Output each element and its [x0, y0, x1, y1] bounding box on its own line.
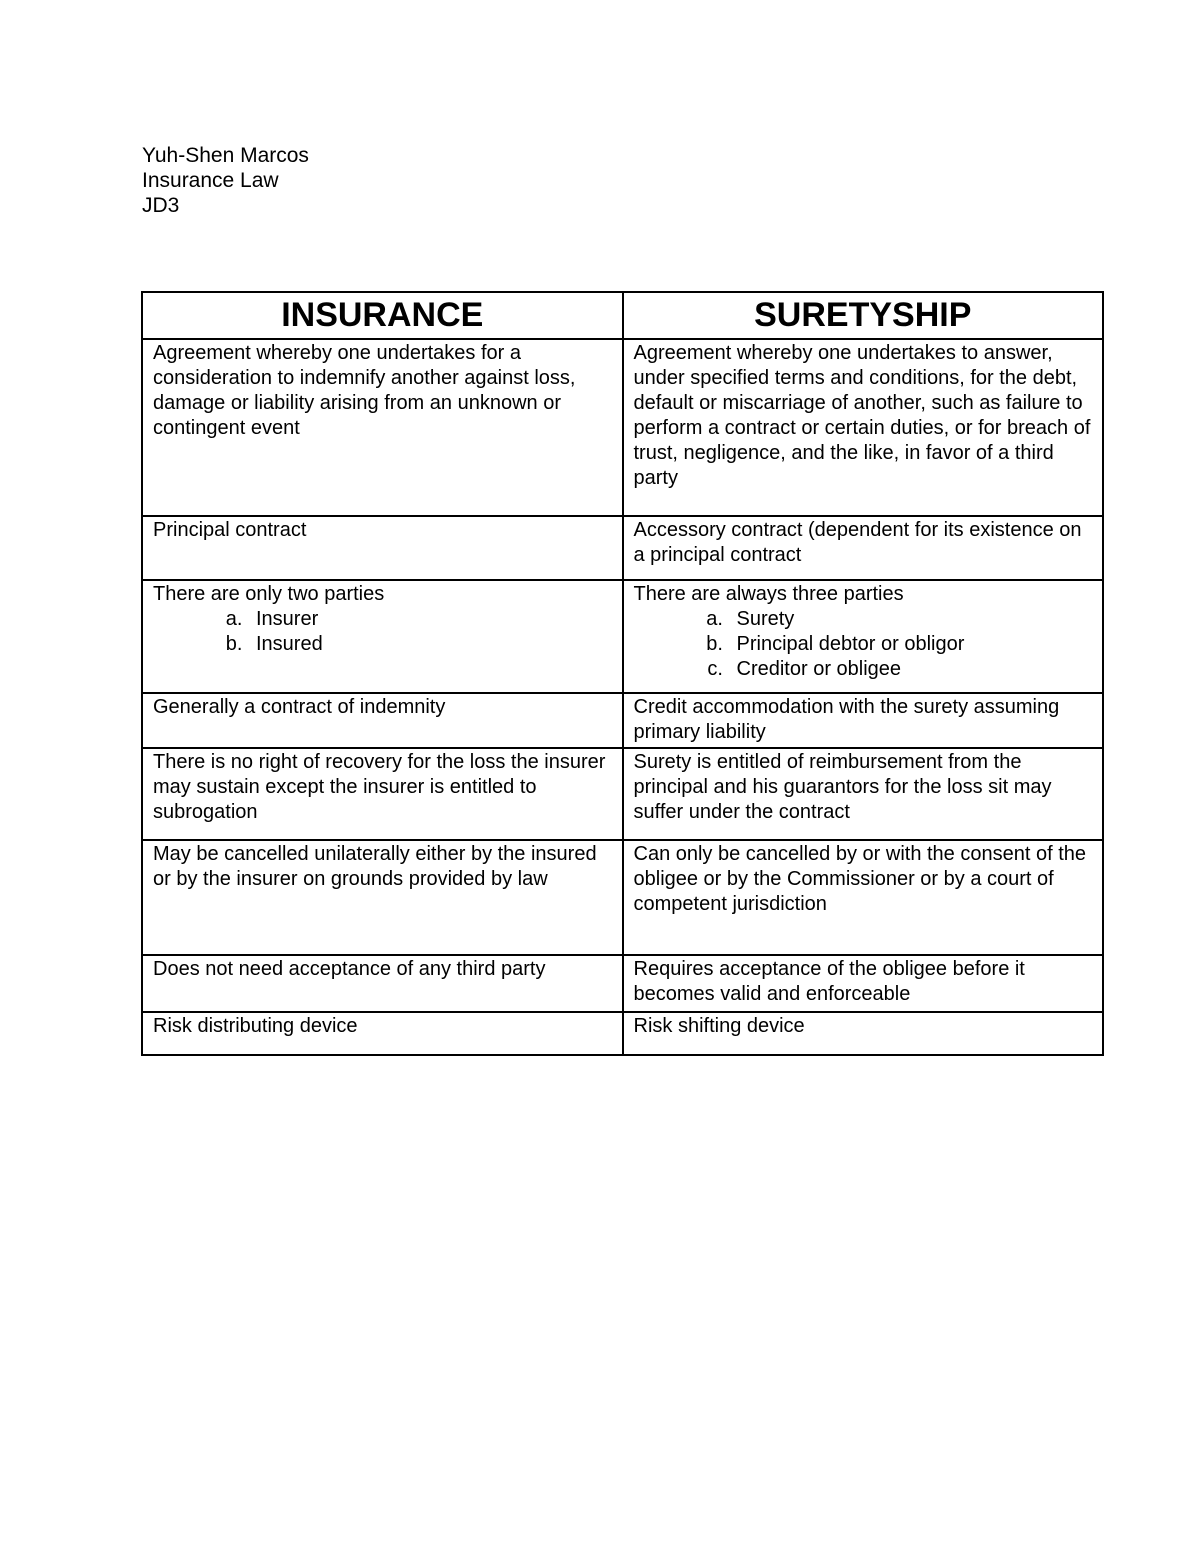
insurance-cell: Risk distributing device: [142, 1012, 623, 1055]
table-row: [142, 1012, 1103, 1055]
list-item: a. Insurer: [248, 607, 612, 632]
insurance-cell: Agreement whereby one undertakes for a consideration to indemnify another against loss, damage or liability arising from an unknown or contingent event: [142, 339, 623, 516]
suretyship-parties-text: There are always three parties: [633, 583, 904, 605]
list-item: b. Principal debtor or obligor: [729, 632, 1093, 657]
insurance-cell: [142, 580, 623, 693]
author-name: Yuh-Shen Marcos: [142, 144, 309, 167]
insurance-parties-list: [153, 607, 612, 657]
list-item: b. Insured: [248, 632, 612, 657]
suretyship-column-header: SURETYSHIP: [623, 292, 1104, 339]
table-row: [142, 580, 1103, 693]
course-name: Insurance Law: [142, 169, 279, 192]
suretyship-cell: Risk shifting device: [623, 1012, 1104, 1055]
insurance-cell: Principal contract: [142, 516, 623, 580]
insurance-column-header: INSURANCE: [142, 292, 623, 339]
list-item: c. Creditor or obligee: [729, 657, 1093, 682]
course-level: JD3: [142, 194, 180, 217]
table-row: [142, 748, 1103, 840]
insurance-cell: Does not need acceptance of any third party: [142, 955, 623, 1012]
insurance-cell: There is no right of recovery for the loss the insurer may sustain except the insurer is entitled to subrogation: [142, 748, 623, 840]
suretyship-cell: Surety is entitled of reimbursement from the principal and his guarantors for the loss sit may suffer under the contract: [623, 748, 1104, 840]
insurance-parties-text: There are only two parties: [153, 583, 385, 605]
table-row: [142, 840, 1103, 955]
insurance-cell: May be cancelled unilaterally either by the insured or by the insurer on grounds provided by law: [142, 840, 623, 955]
suretyship-cell: Agreement whereby one undertakes to answer, under specified terms and conditions, for the debt, default or miscarriage of another, such as failure to perform a contract or certain duties, or for breach of trust, negligence, and the like, in favor of a third party: [623, 339, 1104, 516]
suretyship-cell: [623, 580, 1104, 693]
suretyship-cell: Can only be cancelled by or with the consent of the obligee or by the Commissioner or by a court of competent jurisdiction: [623, 840, 1104, 955]
table-row: [142, 516, 1103, 580]
suretyship-parties-list: [634, 607, 1093, 682]
table-row: [142, 693, 1103, 748]
table-row: [142, 339, 1103, 516]
table-header-row: [142, 292, 1103, 339]
insurance-cell: Generally a contract of indemnity: [142, 693, 623, 748]
suretyship-cell: Requires acceptance of the obligee before it becomes valid and enforceable: [623, 955, 1104, 1012]
document-header: [142, 143, 309, 218]
list-item: a. Surety: [729, 607, 1093, 632]
comparison-table: [141, 291, 1104, 1056]
suretyship-cell: Credit accommodation with the surety assuming primary liability: [623, 693, 1104, 748]
suretyship-cell: Accessory contract (dependent for its existence on a principal contract: [623, 516, 1104, 580]
table-row: [142, 955, 1103, 1012]
